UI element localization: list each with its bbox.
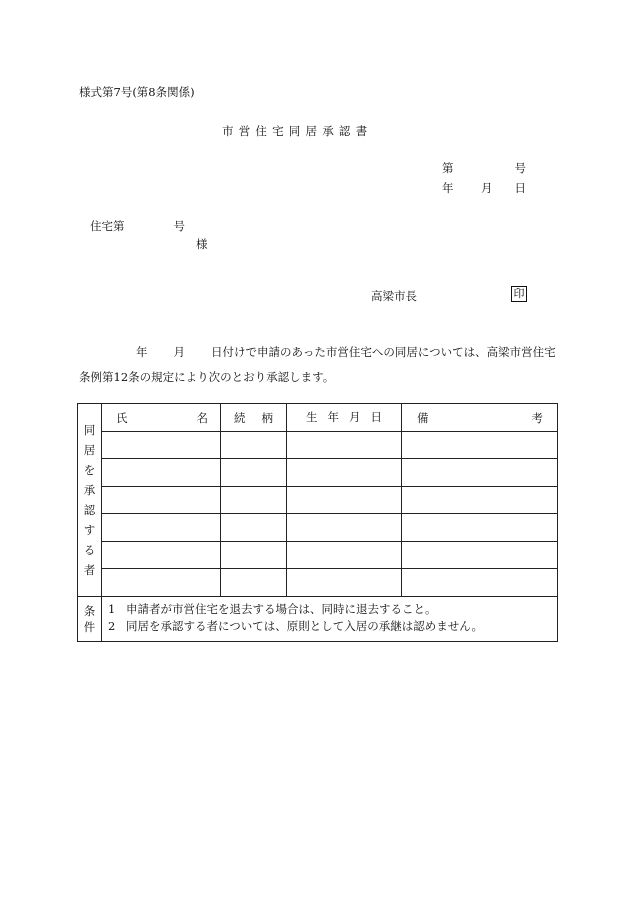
cell-name[interactable]	[102, 514, 221, 542]
cohabitant-table	[77, 403, 558, 642]
cell-remarks[interactable]	[402, 514, 558, 542]
cell-remarks[interactable]	[402, 486, 558, 514]
table-row	[78, 431, 558, 459]
table-row	[78, 459, 558, 487]
addressee-honorific: 様	[196, 237, 208, 251]
cell-relation[interactable]	[221, 569, 287, 597]
cell-dob[interactable]	[287, 541, 402, 569]
statement-month: 月	[173, 345, 185, 359]
date-year: 年	[442, 181, 454, 195]
column-header-name: 氏 名	[102, 404, 221, 432]
conditions-label: 条 件	[78, 596, 102, 641]
cell-name[interactable]	[102, 541, 221, 569]
conditions-row	[78, 596, 558, 641]
table-row	[78, 569, 558, 597]
cell-remarks[interactable]	[402, 541, 558, 569]
cell-remarks[interactable]	[402, 569, 558, 597]
table-row	[78, 514, 558, 542]
cohabitant-side-label: 同 居 を 承 認 す る 者	[78, 404, 102, 597]
cell-dob[interactable]	[287, 486, 402, 514]
cell-relation[interactable]	[221, 541, 287, 569]
cell-dob[interactable]	[287, 514, 402, 542]
cell-dob[interactable]	[287, 431, 402, 459]
date-day: 日	[514, 181, 526, 195]
cell-relation[interactable]	[221, 486, 287, 514]
cell-remarks[interactable]	[402, 431, 558, 459]
issuer-title: 高梁市長	[371, 289, 417, 303]
cell-name[interactable]	[102, 569, 221, 597]
number-prefix: 第	[442, 161, 454, 175]
document-title: 市営住宅同居承認書	[222, 124, 373, 138]
cell-remarks[interactable]	[402, 459, 558, 487]
house-prefix: 住宅第	[90, 219, 125, 233]
statement-text: 日付けで申請のあった市営住宅への同居については、高梁市営住宅条例第12条の規定により次のとおり承認します。	[79, 345, 556, 384]
cell-name[interactable]	[102, 486, 221, 514]
table-header-row	[78, 404, 558, 432]
cell-dob[interactable]	[287, 569, 402, 597]
conditions-list	[102, 596, 558, 641]
table-row	[78, 541, 558, 569]
condition-item: 1 申請者が市営住宅を退去する場合は、同時に退去すること。	[108, 601, 437, 616]
approval-statement	[79, 340, 557, 390]
date-month: 月	[481, 181, 493, 195]
cell-name[interactable]	[102, 431, 221, 459]
statement-year: 年	[136, 345, 148, 359]
cell-relation[interactable]	[221, 431, 287, 459]
table-row	[78, 486, 558, 514]
seal-mark: 印	[511, 286, 527, 302]
cell-dob[interactable]	[287, 459, 402, 487]
condition-item: 2 同居を承認する者については、原則として入居の承継は認めません。	[108, 618, 483, 633]
column-header-relation: 続 柄	[221, 404, 287, 432]
house-suffix: 号	[173, 219, 185, 233]
form-number: 様式第7号(第8条関係)	[79, 85, 195, 99]
cell-relation[interactable]	[221, 514, 287, 542]
column-header-dob: 生 年 月 日	[287, 404, 402, 432]
number-suffix: 号	[514, 161, 526, 175]
column-header-remarks: 備 考	[402, 404, 558, 432]
cell-relation[interactable]	[221, 459, 287, 487]
cell-name[interactable]	[102, 459, 221, 487]
